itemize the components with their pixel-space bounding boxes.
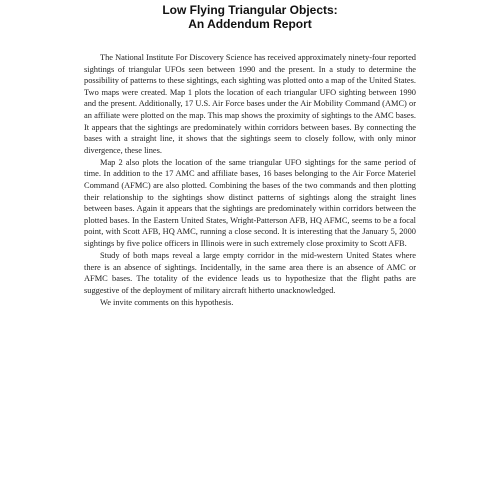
paragraph-3: Study of both maps reveal a large empty corridor in the mid-western United States where there is an absence of sightings. Incidentally, in the same area there is an absence of AMC or AFMC bases. The totality of the evidence leads us to hypothesize that the flight paths are suggestive of the deployment of military aircraft hitherto unacknowledged. [84,251,416,295]
paragraph-2: Map 2 also plots the location of the same triangular UFO sightings for the same period of time. In addition to the 17 AMC and affiliate bases, 16 bases belonging to the Air Force Materiel Command (AFMC) are also plotted. Combining the bases of the two commands and then plotting their relationship to the sightings show distinct patterns of sightings along the straight lines between bases. Again it appears that the sightings are predominately within corridors between the plotted bases. In the Eastern United States, Wright-Patterson AFB, HQ AFMC, seems to be a focal point, with Scott AFB, HQ AMC, running a close second. It is interesting that the January 5, 2000 sightings by five police officers in Illinois were in such extremely close proximity to Scott AFB. [84,157,416,248]
document-title: Low Flying Triangular Objects: [162,3,338,17]
document-body [84,52,416,309]
paragraph-4: We invite comments on this hypothesis. [100,297,234,307]
paragraph-1: The National Institute For Discovery Science has received approximately ninety-four reported sightings of triangular UFOs seen between 1990 and the present. In a study to determine the possibility of patterns to these sightings, each sighting was plotted onto a map of the United States. Two maps were created. Map 1 plots the location of each triangular UFO sighting between 1990 and the present. Additionally, 17 U.S. Air Force bases under the Air Mobility Command (AMC) or an affiliate were plotted on the map. This map shows the proximity of sightings to the AMC bases. It appears that the sightings are predominately within corridors between bases. By connecting the bases with a straight line, it shows that the sightings seem to closely follow, with only minor divergence, these lines. [84,53,416,155]
document-subtitle: An Addendum Report [188,17,312,31]
